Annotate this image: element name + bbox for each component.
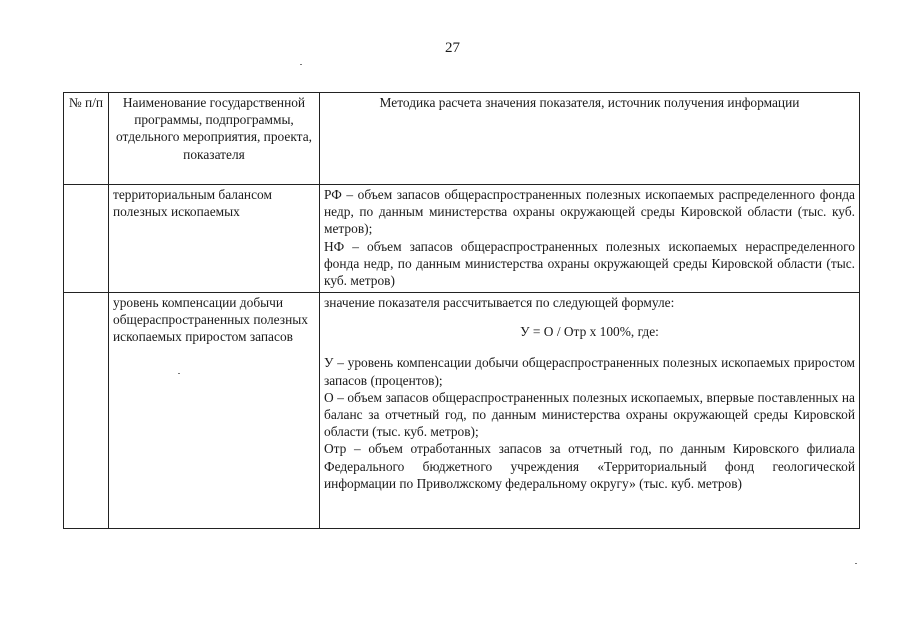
header-number: № п/п	[64, 93, 109, 185]
scan-speck	[178, 373, 180, 374]
row-number-cell	[64, 293, 109, 529]
header-name: Наименование государственной программы, подпрограммы, отдельного мероприятия, проекта, показателя	[109, 93, 320, 185]
row-name-cell: территориальным балансом полезных ископаемых	[109, 185, 320, 293]
row-method-cell	[320, 185, 860, 293]
row-name-cell: уровень компенсации добычи общераспространенных полезных ископаемых приростом запасов	[109, 293, 320, 529]
header-method: Методика расчета значения показателя, источник получения информации	[320, 93, 860, 185]
table-header-row	[64, 93, 860, 185]
scan-speck	[300, 64, 302, 65]
table-row	[64, 293, 860, 529]
method-paragraph: РФ – объем запасов общераспространенных полезных ископаемых распределенного фонда недр, по данным министерства охраны окружающей среды Кировской области (тыс. куб. метров);	[324, 187, 855, 237]
row-method-cell	[320, 293, 860, 529]
method-paragraph: Отр – объем отработанных запасов за отчетный год, по данным Кировского филиала Федерального бюджетного учреждения «Территориальный фонд геологической информации по Приволжскому федеральному округу» (тыс. куб. метров)	[324, 441, 855, 491]
method-intro: значение показателя рассчитывается по следующей формуле:	[324, 295, 675, 310]
indicator-methodology-table	[63, 92, 860, 529]
method-paragraph: О – объем запасов общераспространенных полезных ископаемых, впервые поставленных на баланс за отчетный год, по данным министерства охраны окружающей среды Кировской области (тыс. куб. метров);	[324, 389, 855, 440]
method-paragraph: НФ – объем запасов общераспространенных полезных ископаемых нераспределенного фонда недр, по данным министерства охраны окружающей среды Кировской области (тыс. куб. метров)	[324, 238, 855, 289]
scan-speck	[855, 563, 857, 564]
formula: У = О / Отр х 100%, где:	[520, 324, 659, 340]
method-paragraph: У – уровень компенсации добычи общераспространенных полезных ископаемых приростом запасов (процентов);	[324, 355, 855, 388]
table-row	[64, 185, 860, 293]
row-number-cell	[64, 185, 109, 293]
page-number: 27	[445, 40, 460, 56]
